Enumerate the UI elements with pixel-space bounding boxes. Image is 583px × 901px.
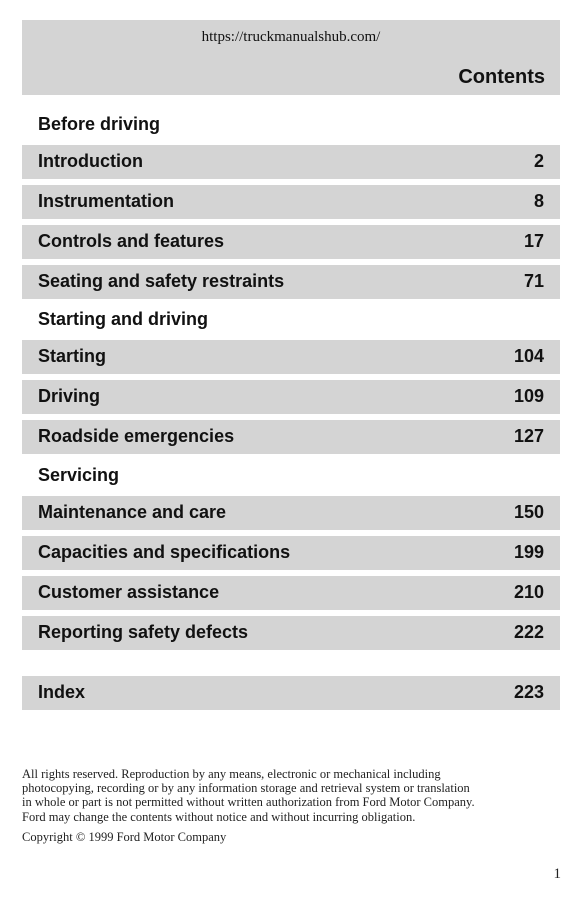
toc-label: Seating and safety restraints — [38, 271, 285, 291]
toc-row-roadside-emergencies[interactable] — [22, 420, 560, 454]
legal-line: in whole or part is not permitted without written authorization from Ford Motor Company. — [22, 795, 475, 810]
toc-label: Starting — [38, 346, 107, 366]
section-heading-starting-and-driving: Starting and driving — [38, 309, 209, 329]
toc-label: Capacities and specifications — [38, 542, 291, 562]
toc-row-driving[interactable] — [22, 380, 560, 414]
toc-label: Instrumentation — [38, 191, 175, 211]
toc-row-instrumentation[interactable] — [22, 185, 560, 219]
toc-page-number: 210 — [513, 582, 544, 602]
toc-row-maintenance-and-care[interactable] — [22, 496, 560, 530]
legal-notice — [22, 767, 562, 824]
page-title: Contents — [458, 66, 545, 88]
toc-label: Controls and features — [38, 231, 225, 251]
section-heading-servicing: Servicing — [38, 465, 120, 485]
toc-row-index[interactable] — [22, 676, 560, 710]
toc-page-number: 223 — [513, 682, 544, 702]
toc-page-number: 2 — [533, 151, 544, 171]
toc-row-seating-and-safety-restraints[interactable] — [22, 265, 560, 299]
toc-label: Roadside emergencies — [38, 426, 235, 446]
toc-page-number: 71 — [523, 271, 544, 291]
toc-label: Driving — [38, 386, 101, 406]
page-number: 1 — [553, 866, 561, 882]
toc-label: Maintenance and care — [38, 502, 227, 522]
toc-page-number: 199 — [513, 542, 544, 562]
source-url[interactable]: https://truckmanualshub.com/ — [201, 29, 381, 45]
toc-row-starting[interactable] — [22, 340, 560, 374]
copyright-notice: Copyright © 1999 Ford Motor Company — [22, 830, 227, 844]
legal-line: photocopying, recording or by any information storage and retrieval system or translation — [22, 781, 470, 796]
contents-header — [22, 20, 560, 95]
toc-label: Introduction — [38, 151, 143, 171]
toc-page-number: 17 — [523, 231, 544, 251]
toc-row-capacities-and-specifications[interactable] — [22, 536, 560, 570]
toc-label: Index — [38, 682, 86, 702]
legal-line: All rights reserved. Reproduction by any means, electronic or mechanical including — [22, 767, 441, 781]
toc-page-number: 150 — [513, 502, 544, 522]
toc-page-number: 104 — [513, 346, 544, 366]
toc-page-number: 109 — [513, 386, 544, 406]
toc-row-customer-assistance[interactable] — [22, 576, 560, 610]
toc-row-introduction[interactable] — [22, 145, 560, 179]
toc-page-number: 222 — [513, 622, 544, 642]
toc-page-number: 8 — [533, 191, 544, 211]
toc-label: Customer assistance — [38, 582, 220, 602]
legal-line: Ford may change the contents without notice and without incurring obligation. — [22, 809, 416, 824]
toc-row-reporting-safety-defects[interactable] — [22, 616, 560, 650]
toc-page-number: 127 — [513, 426, 544, 446]
toc-row-controls-and-features[interactable] — [22, 225, 560, 259]
section-heading-before-driving: Before driving — [38, 114, 161, 134]
toc-label: Reporting safety defects — [38, 622, 249, 642]
